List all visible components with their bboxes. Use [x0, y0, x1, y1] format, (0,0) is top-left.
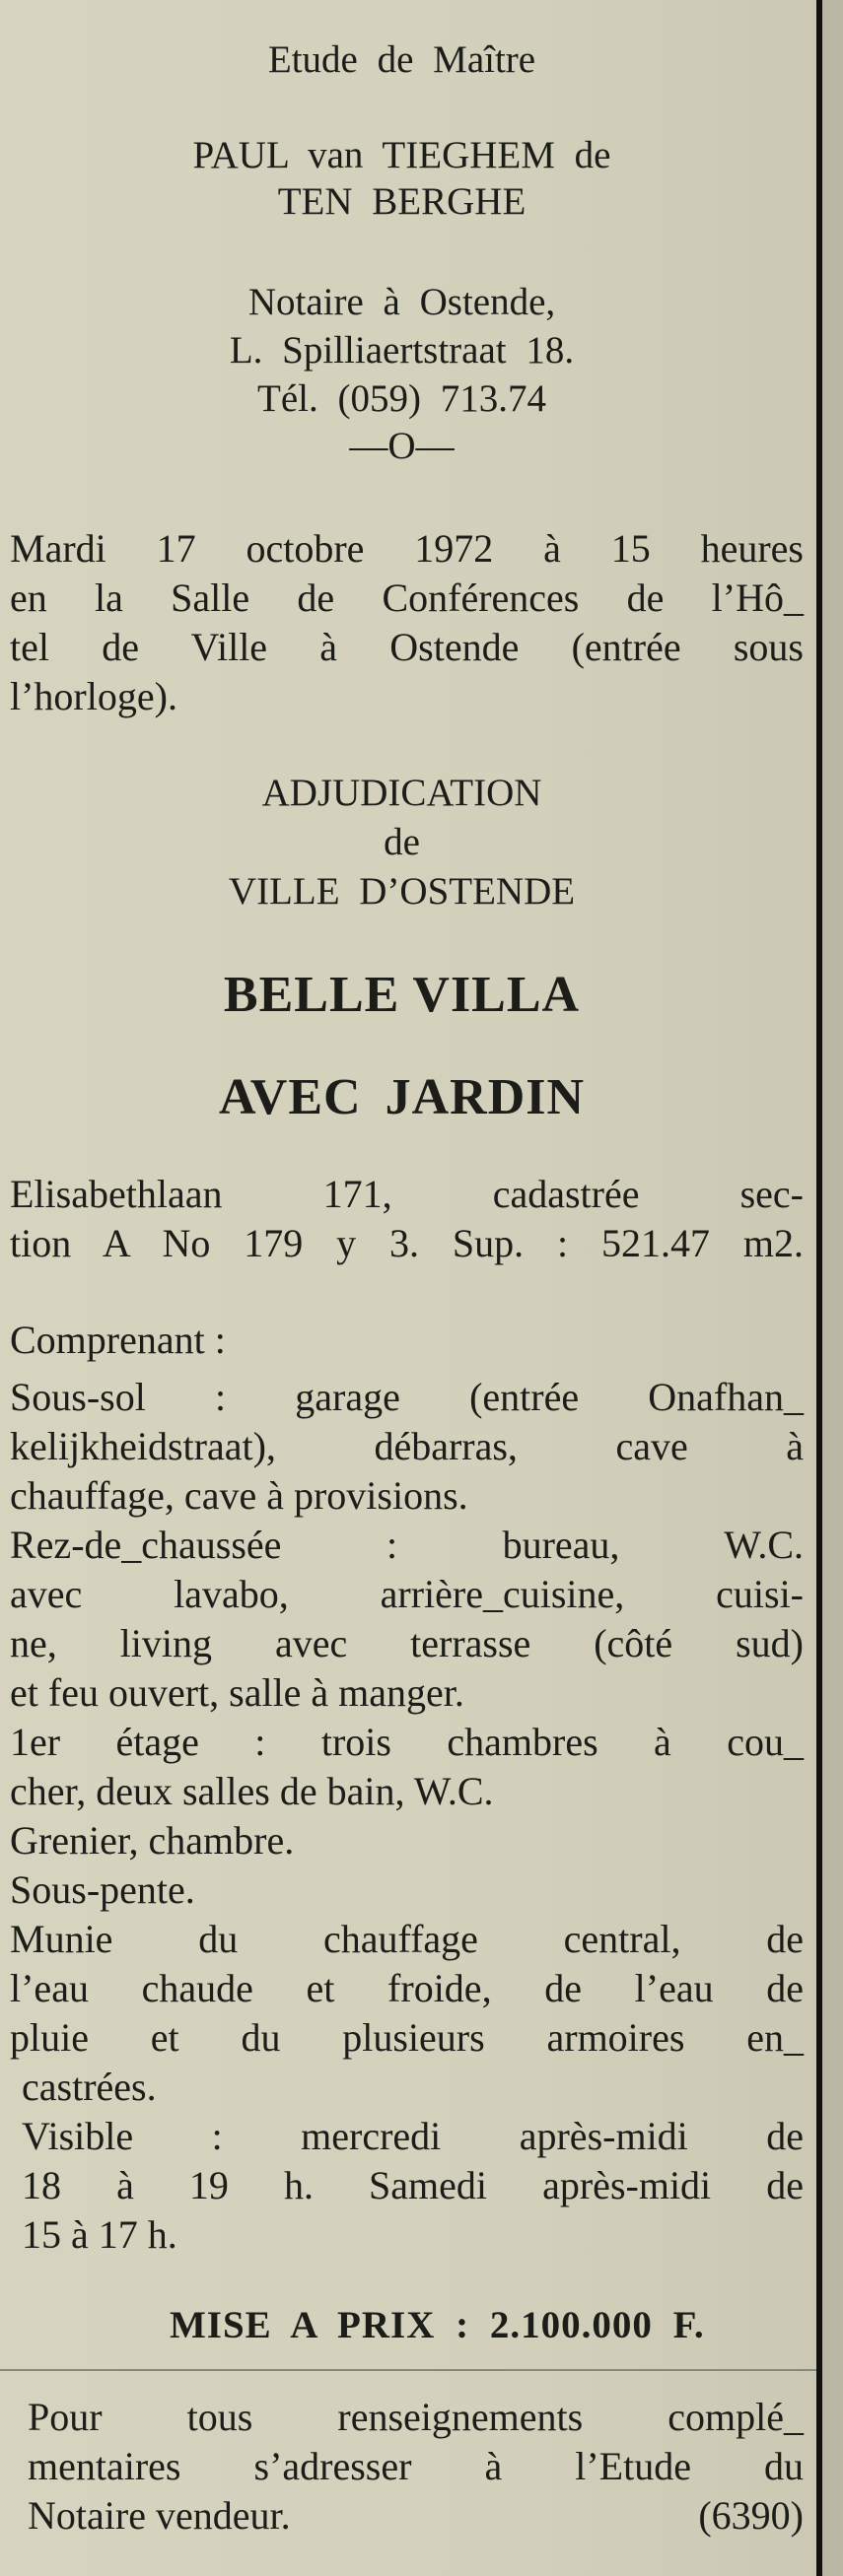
description-line: kelijkheidstraat), débarras, cave à — [10, 1424, 804, 1468]
description-line: castrées. — [22, 2065, 157, 2109]
header-notary-city: Notaire à Ostende, — [247, 281, 556, 323]
description-line: cher, deux salles de bain, W.C. — [10, 1769, 494, 1813]
ad-reference-number: (6390) — [698, 2493, 804, 2538]
description-line: avec lavabo, arrière_cuisine, cuisi- — [10, 1572, 804, 1616]
header-phone: Tél. (059) 713.74 — [257, 377, 546, 420]
property-title: BELLE VILLA — [223, 967, 581, 1023]
footer-line: Notaire vendeur. — [28, 2493, 291, 2538]
description-line: Sous-sol : garage (entrée Onafhan_ — [10, 1375, 804, 1419]
description-line: Munie du chauffage central, de — [10, 1917, 804, 1961]
intro-line: tel de Ville à Ostende (entrée sous — [10, 625, 804, 669]
cadastre-line: Elisabethlaan 171, cadastrée sec- — [10, 1172, 804, 1216]
header-address: L. Spilliaertstraat 18. — [229, 329, 575, 372]
description-line: chauffage, cave à provisions. — [10, 1473, 468, 1518]
description-line: Sous-pente. — [10, 1867, 195, 1912]
divider — [0, 2369, 816, 2371]
description-line: et feu ouvert, salle à manger. — [10, 1670, 464, 1715]
header-notary-name-cont: TEN BERGHE — [277, 180, 527, 223]
intro-line: en la Salle de Conférences de l’Hô_ — [10, 576, 804, 620]
adjudication-de: de — [384, 821, 420, 863]
description-line: Rez-de_chaussée : bureau, W.C. — [10, 1523, 804, 1567]
description-line: 18 à 19 h. Samedi après-midi de — [22, 2163, 804, 2207]
adjudication-seller: VILLE D’OSTENDE — [228, 870, 576, 913]
footer-line: mentaires s’adresser à l’Etude du — [28, 2444, 804, 2488]
footer-line: Pour tous renseignements complé_ — [28, 2395, 804, 2439]
header-notary-name: PAUL van TIEGHEM de — [192, 134, 611, 176]
description-line: Grenier, chambre. — [10, 1818, 295, 1863]
description-line: 15 à 17 h. — [22, 2212, 177, 2257]
starting-price: MISE A PRIX : 2.100.000 F. — [170, 2304, 705, 2346]
property-subtitle: AVEC JARDIN — [218, 1069, 586, 1125]
intro-line: l’horloge). — [10, 674, 177, 718]
background-strip — [822, 0, 843, 2576]
description-line: Visible : mercredi après-midi de — [22, 2114, 804, 2158]
description-line: ne, living avec terrasse (côté sud) — [10, 1621, 804, 1665]
footer-line-last — [28, 2491, 804, 2541]
description-line: pluie et du plusieurs armoires en_ — [10, 2015, 804, 2060]
header-etude: Etude de Maître — [267, 38, 536, 81]
description-line: Comprenant : — [10, 1318, 226, 1362]
description-line: l’eau chaude et froide, de l’eau de — [10, 1966, 804, 2010]
description-line: 1er étage : trois chambres à cou_ — [10, 1720, 804, 1764]
intro-line: Mardi 17 octobre 1972 à 15 heures — [10, 526, 804, 571]
header-separator: —O— — [349, 425, 455, 467]
adjudication-title: ADJUDICATION — [261, 772, 542, 814]
cadastre-line: tion A No 179 y 3. Sup. : 521.47 m2. — [10, 1221, 804, 1265]
